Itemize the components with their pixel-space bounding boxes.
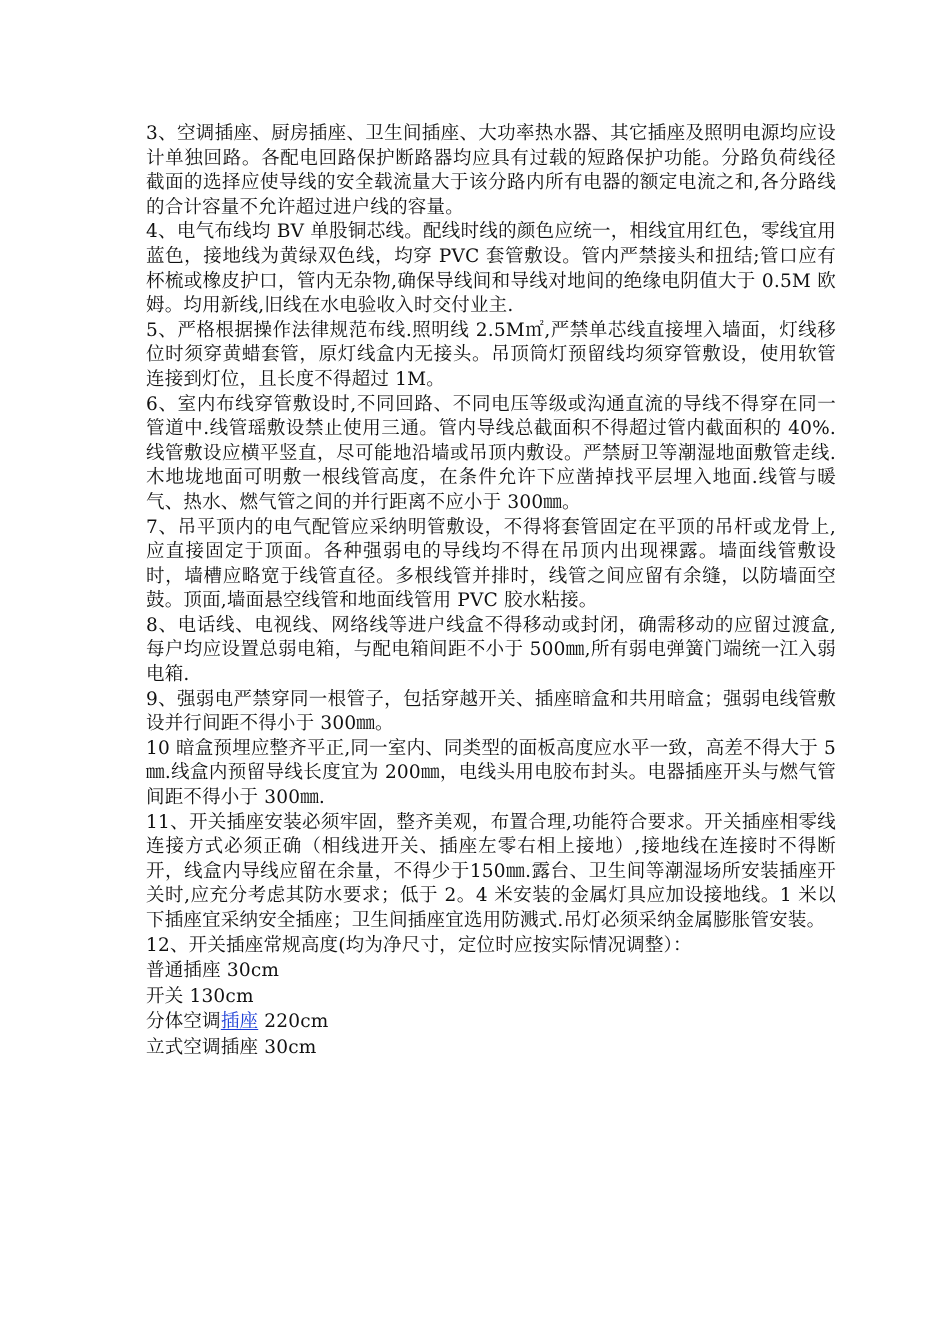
paragraph-5: 5、严格根据操作法律规范布线.照明线 2.5M㎡,严禁单芯线直接埋入墙面，灯线移位时须穿黄蜡套管，原灯线盒内无接头。吊顶筒灯预留线均须穿管敷设，使用软管连接到灯位，且长度不得超过 1M。 (146, 319, 836, 390)
spec-split-ac-prefix: 分体空调 (146, 1011, 221, 1033)
spec-switch: 开关 130cm (146, 985, 254, 1007)
paragraph-8: 8、电话线、电视线、网络线等进户线盒不得移动或封闭，确需移动的应留过渡盒,每户均应设置总弱电箱，与配电箱间距不小于 500㎜,所有弱电弹簧门端统一江入弱电箱. (146, 614, 837, 686)
spec-standing-ac-socket: 立式空调插座 30cm (146, 1036, 317, 1058)
spec-split-ac-socket (146, 1009, 836, 1035)
paragraph-10: 10 暗盒预埋应整齐平正,同一室内、同类型的面板高度应水平一致，高差不得大于 5㎜.线盒内预留导线长度宜为 200㎜，电线头用电胶布封头。电器插座开头与燃气管间距不得小于 300㎜. (146, 737, 836, 809)
paragraph-12: 12、开关插座常规高度(均为净尺寸，定位时应按实际情况调整）： (146, 934, 692, 956)
paragraph-9: 9、强弱电严禁穿同一根管子，包括穿越开关、插座暗盒和共用暗盒；强弱电线管敷设并行间距不得小于 300㎜。 (146, 688, 836, 735)
document-body (146, 122, 836, 1061)
socket-link[interactable]: 插座 (220, 1011, 259, 1033)
paragraph-3: 3、空调插座、厨房插座、卫生间插座、大功率热水器、其它插座及照明电源均应设计单独回路。各配电回路保护断路器均应具有过载的短路保护功能。分路负荷线径截面的选择应使导线的安全载流量大于该分路内所有电器的额定电流之和,各分路线的合计容量不允许超过进户线的容量。 (146, 123, 836, 218)
spec-normal-socket: 普通插座 30cm (146, 960, 280, 982)
paragraph-7: 7、吊平顶内的电气配管应采纳明管敷设，不得将套管固定在平顶的吊杆或龙骨上,应直接固定于顶面。各种强弱电的导线均不得在吊顶内出现裸露。墙面线管敷设时，墙槽应略宽于线管直径。多根线管并排时，线管之间应留有余缝，以防墙面空鼓。顶面,墙面悬空线管和地面线管用 PVC 胶水粘接。 (146, 516, 836, 612)
paragraph-6: 6、室内布线穿管敷设时,不同回路、不同电压等级或沟通直流的导线不得穿在同一管道中.线管瑶敷设禁止使用三通。管内导线总截面积不得超过管内截面积的 40%.线管敷设应横平竖直，尽可能地沿墙或吊顶内敷设。严禁厨卫等潮湿地面敷管走线.木地垅地面可明敷一根线管高度，在条件允许下应凿掉找平层埋入地面.线管与暖气、热水、燃气管之间的并行距离不应小于 300㎜。 (146, 393, 836, 513)
paragraph-4: 4、电气布线均 BV 单股铜芯线。配线时线的颜色应统一，相线宜用红色，零线宜用蓝色，接地线为黄绿双色线，均穿 PVC 套管敷设。管内严禁接头和扭结;管口应有杯梳或橡皮护口，管内无杂物,确保导线间和导线对地间的绝缘电阴值大于 0.5M 欧姆。均用新线,旧线在水电验收入时交付业主. (146, 221, 836, 317)
spec-split-ac-suffix: 220cm (258, 1011, 329, 1033)
paragraph-11: 11、开关插座安装必须牢固，整齐美观，布置合理,功能符合要求。开关插座相零线连接方式必须正确（相线进开关、插座左零右相上接地）,接地线在连接时不得断开，线盒内导线应留在余量，不得少于150㎜.露台、卫生间等潮湿场所安装插座开关时,应充分考虑其防水要求；低于 2。4 米安装的金属灯具应加设接地线。1 米以下插座宜采纳安全插座；卫生间插座宜选用防溅式.吊灯必须采纳金属膨胀管安装。 (146, 811, 836, 931)
